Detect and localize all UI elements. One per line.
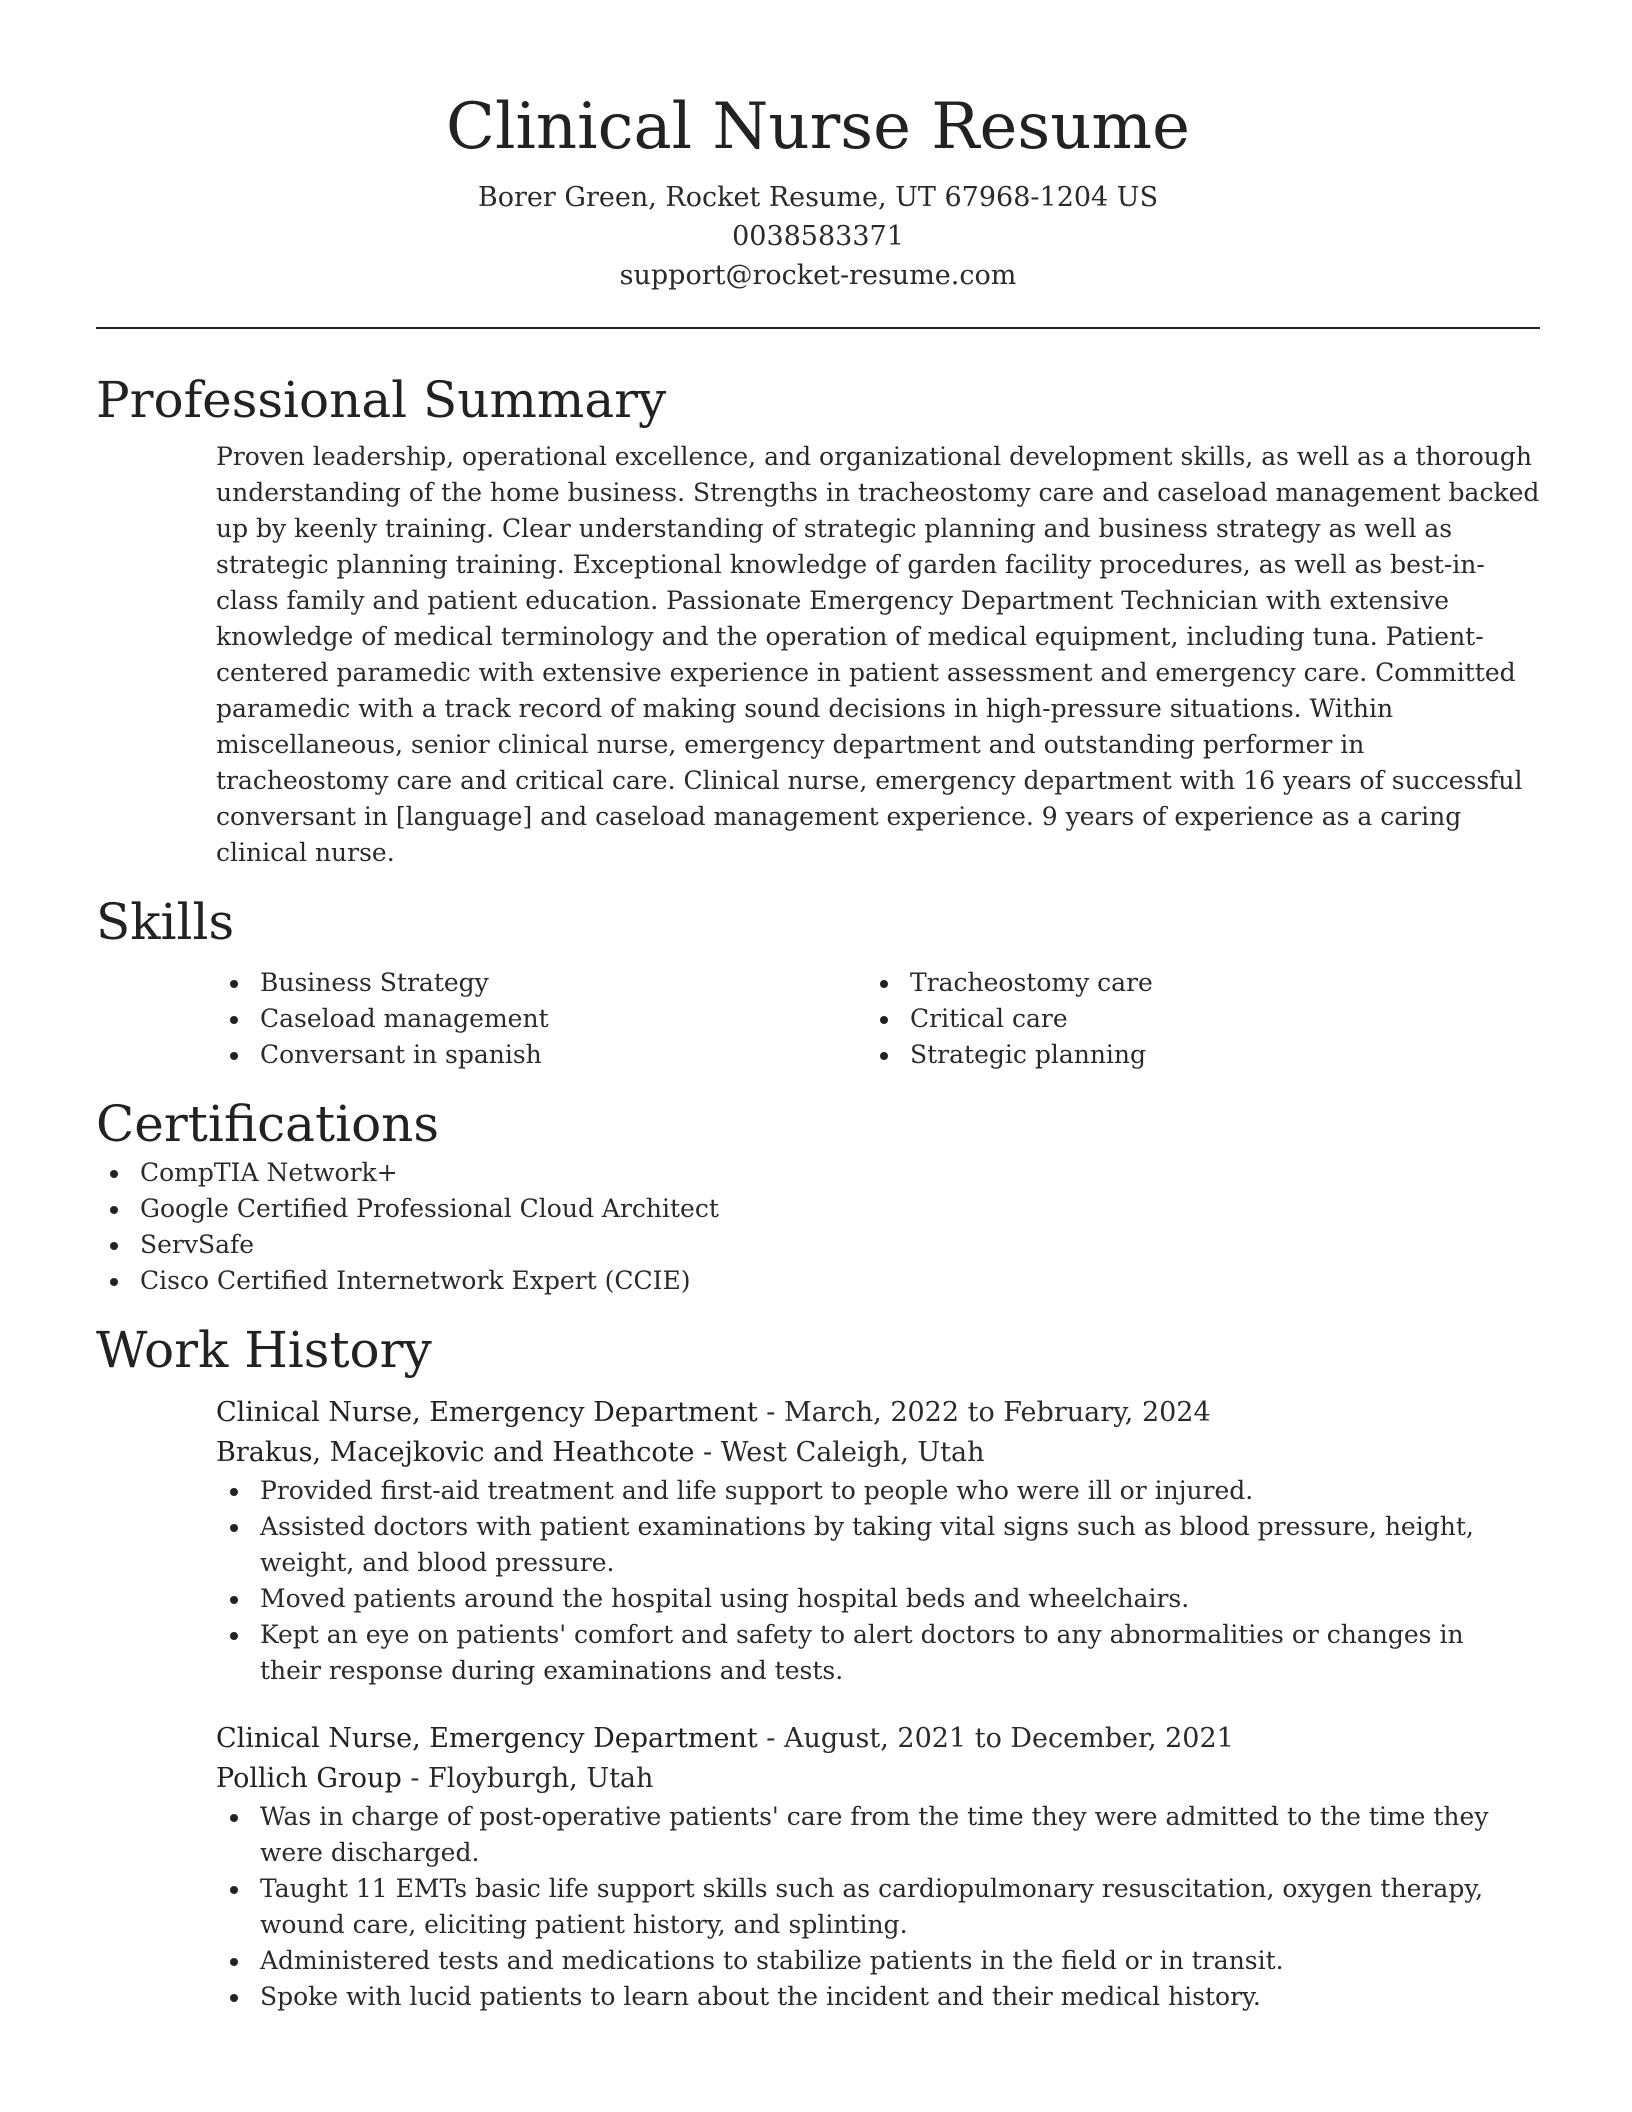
work-history-section — [96, 1319, 1540, 2015]
skills-column-right — [866, 965, 1516, 1073]
summary-section — [96, 369, 1540, 871]
job-responsibilities — [216, 1799, 1506, 2015]
certification-item: Google Certified Professional Cloud Architect — [96, 1191, 1540, 1227]
resume-page — [96, 0, 1540, 2015]
job-company-line — [216, 1433, 1540, 1473]
job-bullet: Assisted doctors with patient examinations by taking vital signs such as blood pressure, height, weight, and blood pressure. — [216, 1509, 1506, 1581]
certification-item: ServSafe — [96, 1227, 1540, 1263]
certifications-list — [96, 1155, 1540, 1299]
contact-info — [96, 178, 1540, 295]
skill-item: Critical care — [866, 1001, 1516, 1037]
summary-heading: Professional Summary — [96, 371, 667, 429]
job-title: Clinical Nurse, Emergency Department — [216, 1397, 758, 1428]
job-dates: - August, 2021 to December, 2021 — [757, 1723, 1234, 1754]
contact-address: Borer Green, Rocket Resume, UT 67968-1204 US — [477, 182, 1159, 213]
job-company: Pollich Group — [216, 1763, 402, 1794]
job-bullet: Taught 11 EMTs basic life support skills such as cardiopulmonary resuscitation, oxygen therapy, wound care, eliciting patient history, and splinting. — [216, 1871, 1506, 1943]
job-company: Brakus, Macejkovic and Heathcote — [216, 1437, 695, 1468]
certification-item: Cisco Certified Internetwork Expert (CCIE) — [96, 1263, 1540, 1299]
job-location: - West Caleigh, Utah — [694, 1437, 985, 1468]
skill-item: Caseload management — [216, 1001, 866, 1037]
job-location: - Floyburgh, Utah — [401, 1763, 654, 1794]
certifications-section — [96, 1093, 1540, 1299]
certification-item: CompTIA Network+ — [96, 1155, 1540, 1191]
job-title-line — [216, 1393, 1540, 1433]
work-history-heading: Work History — [96, 1321, 432, 1379]
summary-text: Proven leadership, operational excellence, and organizational development skills, as well as a thorough understanding of the home business. Strengths in tracheostomy care and caseload management backed up by keenly training. Clear understanding of strategic planning and business strategy as well as strategic planning training. Exceptional knowledge of garden facility procedures, as well as best-in-class family and patient education. Passionate Emergency Department Technician with extensive knowledge of medical terminology and the operation of medical equipment, including tuna. Patient-centered paramedic with extensive experience in patient assessment and emergency care. Committed paramedic with a track record of making sound decisions in high-pressure situations. Within miscellaneous, senior clinical nurse, emergency department and outstanding performer in tracheostomy care and critical care. Clinical nurse, emergency department with 16 years of successful conversant in [language] and caseload management experience. 9 years of experience as a caring clinical nurse. — [216, 442, 1540, 867]
header-divider — [96, 327, 1540, 329]
skill-item: Conversant in spanish — [216, 1037, 866, 1073]
job-title: Clinical Nurse, Emergency Department — [216, 1723, 758, 1754]
skills-section — [96, 891, 1540, 1073]
job-bullet: Moved patients around the hospital using hospital beds and wheelchairs. — [216, 1581, 1506, 1617]
job-bullet: Provided first-aid treatment and life support to people who were ill or injured. — [216, 1473, 1506, 1509]
skills-grid — [216, 965, 1540, 1073]
job-title-line — [216, 1719, 1540, 1759]
job-responsibilities — [216, 1473, 1506, 1689]
job-bullet: Kept an eye on patients' comfort and safety to alert doctors to any abnormalities or changes in their response during examinations and tests. — [216, 1617, 1506, 1689]
job-dates: - March, 2022 to February, 2024 — [757, 1397, 1211, 1428]
resume-header — [96, 0, 1540, 295]
certifications-heading: Certifications — [96, 1095, 440, 1153]
contact-phone: 0038583371 — [732, 221, 904, 252]
job-bullet: Was in charge of post-operative patients' care from the time they were admitted to the time they were discharged. — [216, 1799, 1506, 1871]
job-entry — [216, 1719, 1540, 2015]
skill-item: Strategic planning — [866, 1037, 1516, 1073]
skill-item: Business Strategy — [216, 965, 866, 1001]
skills-heading: Skills — [96, 893, 235, 951]
job-company-line — [216, 1759, 1540, 1799]
resume-title: Clinical Nurse Resume — [446, 90, 1190, 164]
job-bullet: Administered tests and medications to stabilize patients in the field or in transit. — [216, 1943, 1506, 1979]
contact-email: support@rocket-resume.com — [619, 260, 1017, 291]
skills-column-left — [216, 965, 866, 1073]
job-entry — [216, 1393, 1540, 1689]
skill-item: Tracheostomy care — [866, 965, 1516, 1001]
job-bullet: Spoke with lucid patients to learn about the incident and their medical history. — [216, 1979, 1506, 2015]
